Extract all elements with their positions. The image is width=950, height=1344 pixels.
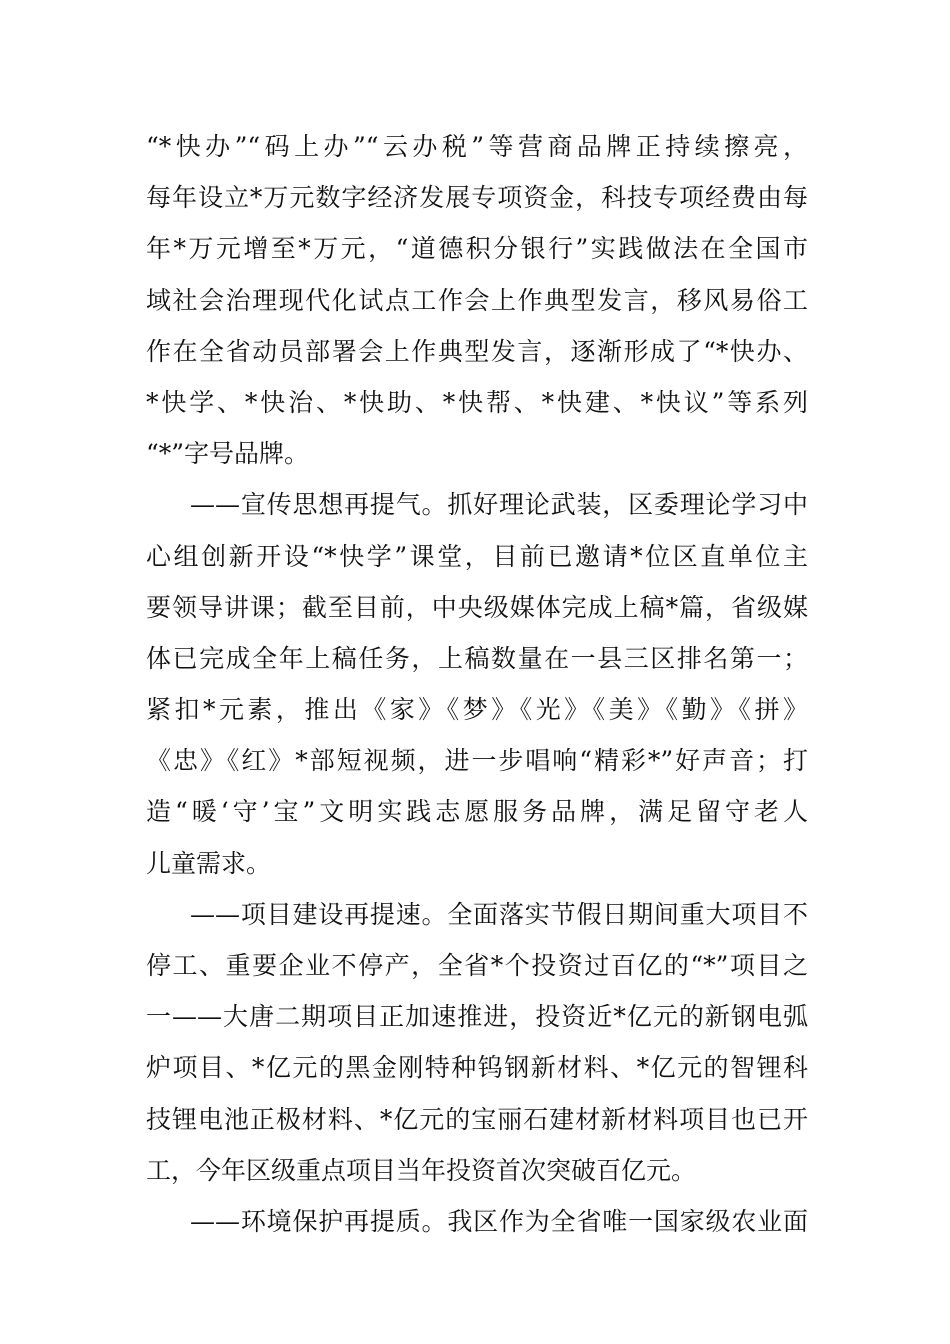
text-line: 技锂电池正极材料、*亿元的宝丽石建材新材料项目也已开 (146, 1104, 808, 1134)
paragraph-heading-line: ——项目建设再提速。全面落实节假日期间重大项目不 (190, 899, 808, 929)
text-line: 《忠》《红》*部短视频，进一步唱响“精彩*”好声音；打 (146, 746, 808, 776)
paragraph-heading-line: ——宣传思想再提气。抓好理论武装，区委理论学习中 (190, 490, 808, 520)
text-line: 工，今年区级重点项目当年投资首次突破百亿元。 (146, 1155, 697, 1185)
text-line: 炉项目、*亿元的黑金刚特种钨钢新材料、*亿元的智锂科 (146, 1053, 808, 1083)
text-line: 一——大唐二期项目正加速推进，投资近*亿元的新钢电弧 (146, 1002, 808, 1032)
text-line: *快学、*快治、*快助、*快帮、*快建、*快议”等系列 (146, 387, 808, 417)
text-line: 每年设立*万元数字经济发展专项资金，科技专项经费由每 (146, 183, 808, 213)
text-line: “*快办”“码上办”“云办税”等营商品牌正持续擦亮， (146, 132, 808, 161)
text-line: 要领导讲课；截至目前，中央级媒体完成上稿*篇，省级媒 (146, 592, 808, 622)
text-line: 停工、重要企业不停产，全省*个投资过百亿的“*”项目之 (146, 951, 808, 980)
paragraph-heading-line: ——环境保护再提质。我区作为全省唯一国家级农业面 (190, 1206, 808, 1236)
text-line: 年*万元增至*万元，“道德积分银行”实践做法在全国市 (146, 234, 808, 264)
text-line: 作在全省动员部署会上作典型发言，逐渐形成了“*快办、 (146, 336, 808, 366)
text-line: 心组创新开设“*快学”课堂，目前已邀请*位区直单位主 (146, 541, 808, 571)
text-line: 体已完成全年上稿任务，上稿数量在一县三区排名第一； (146, 643, 808, 673)
text-line: 儿童需求。 (146, 848, 272, 878)
body-text (146, 121, 808, 1247)
text-line: 紧扣*元素，推出《家》《梦》《光》《美》《勤》《拼》 (146, 695, 808, 725)
text-line: 造“暖‘守’宝”文明实践志愿服务品牌，满足留守老人 (146, 797, 808, 827)
text-line: “*”字号品牌。 (146, 439, 310, 469)
text-line: 域社会治理现代化试点工作会上作典型发言，移风易俗工 (146, 285, 808, 315)
